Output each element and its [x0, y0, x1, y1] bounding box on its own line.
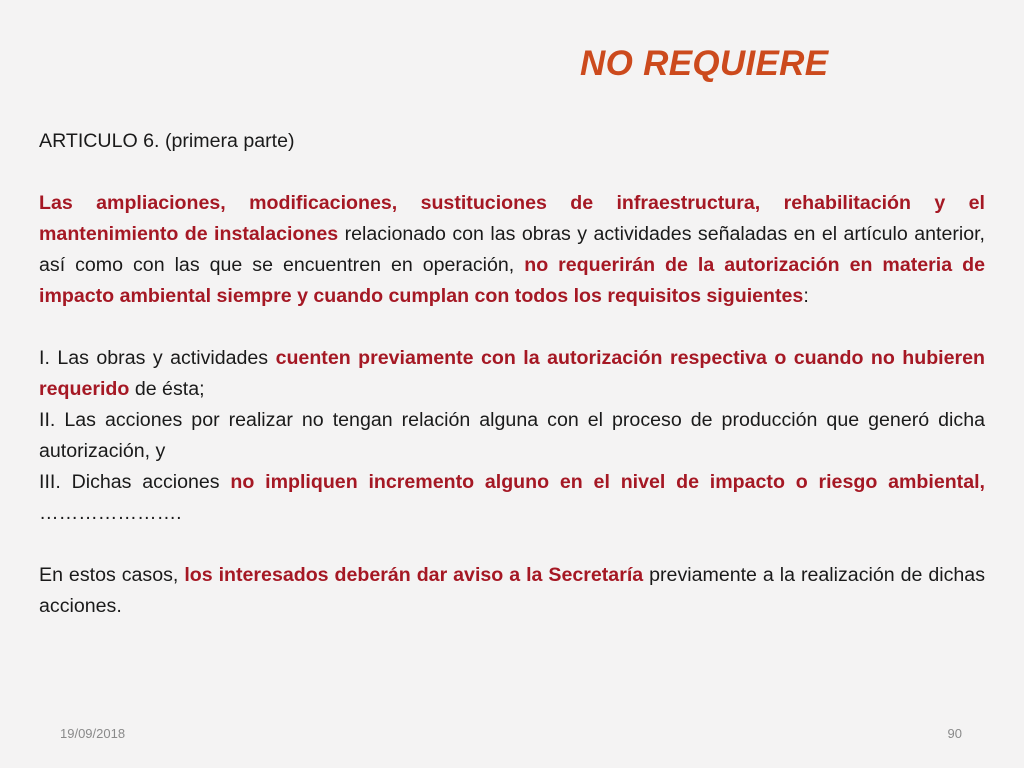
requirement-item-1 — [39, 343, 985, 405]
spacer — [39, 529, 985, 560]
slide-body — [39, 126, 985, 622]
page-number: 90 — [947, 726, 962, 741]
plain-text: III. Dichas acciones — [39, 471, 231, 493]
closing-paragraph — [39, 560, 985, 622]
plain-text: de ésta; — [129, 378, 205, 400]
emphasis-text: Las ampliaciones, modificaciones, sustituciones de infraestructura, rehabilitación y el mantenimiento de instalaciones — [39, 192, 985, 245]
spacer — [39, 312, 985, 343]
plain-text: II. Las acciones por realizar no tengan relación alguna con el proceso de producción que generó dicha autorización, y — [39, 409, 985, 462]
emphasis-text: cuenten previamente con la autorización respectiva o cuando no hubieren requerido — [39, 347, 985, 400]
article-heading: ARTICULO 6. (primera parte) — [39, 130, 295, 152]
plain-text: I. Las obras y actividades — [39, 347, 276, 369]
plain-text: : — [803, 285, 809, 307]
spacer — [39, 157, 985, 188]
emphasis-text: no requerirán de la autorización en materia de impacto ambiental siempre y cuando cumplan con todos los requisitos siguientes — [39, 254, 985, 307]
plain-text: En estos casos, — [39, 564, 185, 586]
requirement-item-2 — [39, 405, 985, 467]
footer-date: 19/09/2018 — [60, 726, 126, 741]
plain-text: …………………. — [39, 502, 182, 524]
paragraph-ampliaciones — [39, 188, 985, 312]
emphasis-text: no impliquen incremento alguno en el nivel de impacto o riesgo ambiental, — [230, 471, 985, 493]
plain-text: relacionado con las obras y actividades señaladas en el artículo anterior, así como con las que se encuentren en operación, — [39, 223, 986, 276]
plain-text: previamente a la realización de dichas acciones. — [39, 564, 986, 617]
emphasis-text: los interesados deberán dar aviso a la Secretaría — [184, 564, 644, 586]
slide-title: NO REQUIERE — [580, 44, 829, 83]
requirement-item-3 — [39, 467, 985, 529]
